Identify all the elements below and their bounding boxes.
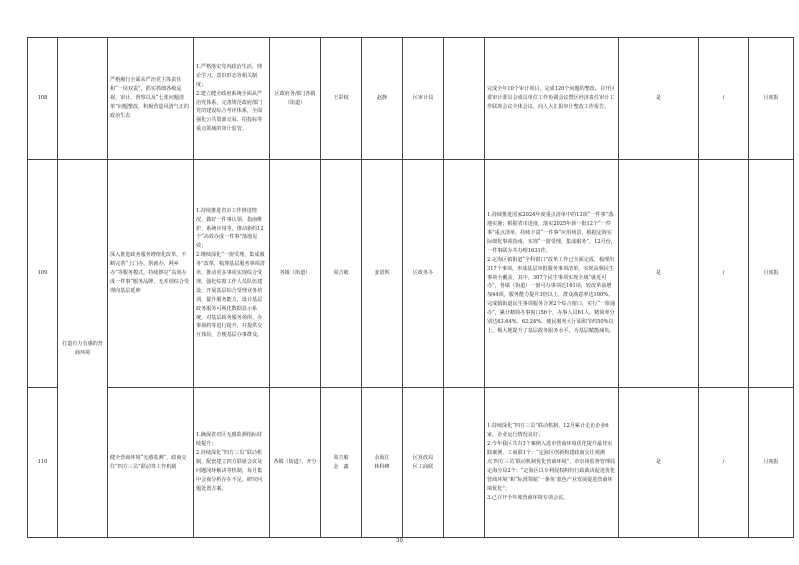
- responsible-leader: 余海江 林科峰: [362, 388, 403, 538]
- slash-cell: /: [699, 388, 749, 538]
- lead-leader: 周吉敏: [321, 160, 362, 388]
- report-frequency: 月度报: [749, 388, 794, 538]
- task-measures: 1.确保省对区无感监测指标持续提升； 2.持续深化“四方三员”联动机制，配套建立四方联席会议及问题闭环解决等机制，每月集中会商分析存在不足、研究问题处置方案。: [194, 388, 270, 538]
- progress-description: 完成全年10个审计项目，完成120个问题的整改。召开区委审计委员会成员单位工作协调会议暨区经济责任审计工作联席会议全体会议，向人大汇报审计整改工作报告。: [485, 38, 619, 160]
- row-number: 110: [28, 388, 58, 538]
- section-label: 打造有力有感的营商环境: [58, 160, 108, 538]
- task-table: [27, 37, 794, 538]
- task-description: 健全营商环境“无感监测”，政商交往“四方三员”联动等工作机制: [108, 388, 194, 538]
- lead-leader: 周吉敏 金 鑫: [321, 388, 362, 538]
- task-description: 深入推进政务服务增值化改革，不断完善“上门办、帮就办、网乡办”等服务模式，持续擦亮“高效办成一件事”服务品牌，无差别综合受理向基层延伸: [108, 160, 194, 388]
- progress-description: 1.持续深化“四方三员”联动机制，12月累计走访企业6家，企业运行情况良好； 2.今年我区共有3个案例入选市营商环境优化提升最佳实践案例，工商联1个：“定海区创新构建政商交往观测点‘四方三员’联动机制优化营商环境”，市市场监督管理局定海分局2个：“定海区以专利侵权纠纷行政裁决促进优化营商环境”和“标准领航‘一条鱼’蓝色产业发展促进营商环境优化”； 3.已召开全年度营商环境专项会议。: [485, 388, 619, 538]
- blank-cell: [444, 388, 485, 538]
- task-measures: 1.持续推进省市工作推进情况，做好一件事认领、指南维护、系统应用等，推动新约12个“高效办成一件事”落地见效； 2.继续深化“一窗受理，集成服务”改革，梳理基层服务事项清单，推动更多事项实现综合受理，强化综窗工作人员队伍建设，开展基层综合受理业务培训，提升服务能力，设计基层政务服务可视化数据显示系统，对基层政务服务场所、办事预约等进行提升，并提供交互体验，方便基层办事群众。: [194, 160, 270, 388]
- report-frequency: 月度报: [749, 160, 794, 388]
- row-number: 109: [28, 160, 58, 388]
- lead-leader: 王彩权: [321, 38, 362, 160]
- blank-cell: [444, 160, 485, 388]
- responsible-leader: 赵静: [362, 38, 403, 160]
- page-number: 30: [396, 538, 403, 544]
- progress-description: 1.持续推进国家2024年度重点清单中的13项“一件事”落地实施；根据省市进度，落实2025年新一批12个“一件事”重点清单，持续丰富“一件事”应用场景，根据定海实际细化事项指南，实现“一窗受理，集成服务”。12月份，一件事联办共办理1631件。 2.定海区镇街道“全科窗口”改革工作已全面完成，梳理出317个事项，形成基层审批服务事项清单，实现高频民生事项全覆盖，其中，307个民生事项实现全域“就近可办”，各镇（街道）一窗可办事项达161项，较改革前增加44项，服务能力提升3倍以上，群众满意率达100%。完成镇街道民生事项服务合署2个综合窗口，实行“一窗通办”，累计精简办事窗口56个，办事人员61人，精简率分别达63.64%、62.24%，便民服务大厅面积节约50%以上，极大地提升了基层政务服务水平，为基层赋能减负。: [485, 160, 619, 388]
- flag-cell: 是: [619, 38, 699, 160]
- table-row: [28, 38, 794, 160]
- row-number: 108: [28, 38, 58, 160]
- table-row: [28, 388, 794, 538]
- flag-cell: 是: [619, 388, 699, 538]
- responsible-unit: 区发改局 区工商联: [403, 388, 444, 538]
- responsible-unit: 区审计局: [403, 38, 444, 160]
- responsible-leader: 姜恩辉: [362, 160, 403, 388]
- responsible-unit: 区政务办: [403, 160, 444, 388]
- report-frequency: 月度报: [749, 38, 794, 160]
- flag-cell: 是: [619, 160, 699, 388]
- task-measures: 1.严格落实党内政治生活、理论学习、意识形态等相关制度； 2.建立健全政府系统全面从严治党体系，完善规范政府部门党的建设综合考评体系，全面强化公共资源交易、招投标等重点领域的审计监管。: [194, 38, 270, 160]
- lead-unit: 区政府各部门各镇（街道）: [270, 38, 321, 160]
- task-description: 严格履行全面从严治党主体责任和“一岗双责”，抓实抓细各级巡视、审计、督察以及“七张问题清单”问题整改，积极营造风清气正的政治生态: [108, 38, 194, 160]
- table-row: [28, 160, 794, 388]
- lead-unit: 各镇（街道）: [270, 160, 321, 388]
- blank-cell: [58, 38, 108, 160]
- lead-unit: 各镇（街道），开分: [270, 388, 321, 538]
- blank-cell: [444, 38, 485, 160]
- slash-cell: /: [699, 38, 749, 160]
- slash-cell: /: [699, 160, 749, 388]
